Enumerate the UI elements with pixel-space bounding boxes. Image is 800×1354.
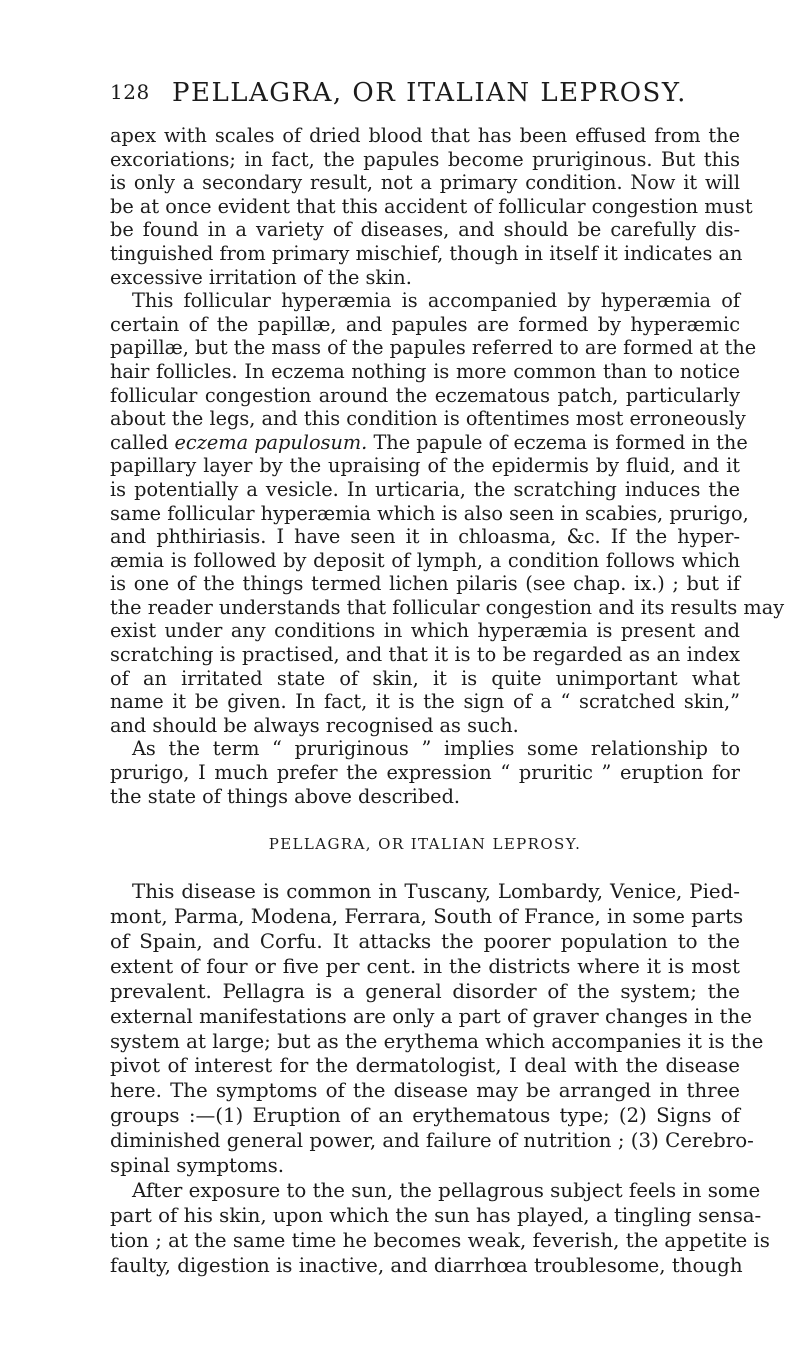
page-number: 128 [110, 80, 150, 104]
text-line: tinguished from primary mischief, though in itself it indicates an [110, 241, 743, 265]
text-line: same follicular hyperæmia which is also seen in scabies, prurigo, [110, 501, 749, 525]
running-title: PELLAGRA, OR ITALIAN LEPROSY. [172, 78, 687, 108]
text-line: excoriations; in fact, the papules become pruriginous. But this [110, 147, 740, 171]
text-line: tion ; at the same time he becomes weak, feverish, the appetite is [110, 1228, 770, 1252]
text-run: The papule of eczema is formed in the [367, 430, 748, 454]
text-line: the reader understands that follicular congestion and its results may [110, 595, 785, 619]
text-line: be found in a variety of diseases, and should be carefully dis- [110, 218, 740, 242]
text-line: papillæ, but the mass of the papules referred to are formed at the [110, 336, 757, 360]
text-line: about the legs, and this condition is oftentimes most erroneously [110, 407, 746, 431]
text-line: and should be always recognised as such. [110, 713, 519, 737]
section-heading: PELLAGRA, OR ITALIAN LEPROSY. [268, 835, 582, 854]
text-line: system at large; but as the erythema which accompanies it is the [110, 1029, 764, 1053]
text-line: follicular congestion around the eczematous patch, particularly [110, 383, 740, 407]
paragraph-pellagra-intro [110, 880, 764, 1179]
text-line: the state of things above described. [110, 784, 461, 808]
text-line-with-italic [110, 430, 748, 455]
text-line: pivot of interest for the dermatologist, I deal with the disease [110, 1054, 740, 1078]
text-line: After exposure to the sun, the pellagrous subject feels in some [132, 1178, 761, 1202]
text-line: excessive irritation of the skin. [110, 265, 412, 289]
text-line: is only a secondary result, not a primary condition. Now it will [110, 171, 740, 195]
text-line: This follicular hyperæmia is accompanied by hyperæmia of [132, 289, 740, 313]
text-line: and phthiriasis. I have seen it in chloasma, &c. If the hyper- [110, 525, 740, 549]
paragraph-continuation [110, 124, 753, 289]
body-text [110, 124, 785, 1278]
text-line: faulty, digestion is inactive, and diarrhœa troublesome, though [110, 1253, 743, 1277]
text-line: mont, Parma, Modena, Ferrara, South of France, in some parts [110, 905, 744, 929]
italic-term: eczema papulosum. [174, 430, 368, 454]
text-run: called [110, 430, 175, 454]
running-head [110, 78, 740, 112]
text-line: of Spain, and Corfu. It attacks the poorer population to the [110, 930, 740, 953]
text-line: certain of the papillæ, and papules are formed by hyperæmic [110, 312, 740, 336]
text-line: papillary layer by the upraising of the epidermis by fluid, and it [110, 454, 740, 478]
text-line: apex with scales of dried blood that has been effused from the [110, 124, 740, 147]
text-line: hair follicles. In eczema nothing is more common than to notice [110, 359, 740, 383]
text-line: name it be given. In fact, it is the sign of a “ scratched skin,” [110, 690, 740, 714]
text-line: is potentially a vesicle. In urticaria, the scratching induces the [110, 477, 740, 501]
text-line: prevalent. Pellagra is a general disorder of the system; the [110, 979, 740, 1003]
text-line: here. The symptoms of the disease may be arranged in three [110, 1079, 740, 1103]
text-line: æmia is followed by deposit of lymph, a condition follows which [110, 548, 740, 572]
text-line: be at once evident that this accident of follicular congestion must [110, 194, 753, 218]
text-line: prurigo, I much prefer the expression “ pruritic ” eruption for [110, 761, 740, 785]
text-line: part of his skin, upon which the sun has played, a tingling sensa- [110, 1203, 762, 1227]
paragraph-pellagra-symptoms [110, 1178, 770, 1279]
text-line: is one of the things termed lichen pilaris (see chap. ix.) ; but if [110, 572, 740, 596]
text-line: As the term “ pruriginous ” implies some relationship to [132, 737, 740, 761]
text-line: of an irritated state of skin, it is quite unimportant what [110, 666, 740, 690]
text-line: exist under any conditions in which hyperæmia is present and [110, 619, 740, 643]
text-line: spinal symptoms. [110, 1154, 285, 1178]
text-line: This disease is common in Tuscany, Lombardy, Venice, Pied- [132, 880, 740, 904]
text-line: groups :—(1) Eruption of an erythematous type; (2) Signs of [110, 1104, 740, 1128]
paragraph-follicular-hyperaemia [110, 289, 785, 737]
text-line: extent of four or five per cent. in the districts where it is most [110, 954, 740, 978]
text-line: diminished general power, and failure of nutrition ; (3) Cerebro- [110, 1129, 754, 1153]
text-line: scratching is practised, and that it is to be regarded as an index [110, 643, 740, 667]
paragraph-pruritic [110, 737, 740, 808]
text-line: external manifestations are only a part of graver changes in the [110, 1004, 752, 1028]
